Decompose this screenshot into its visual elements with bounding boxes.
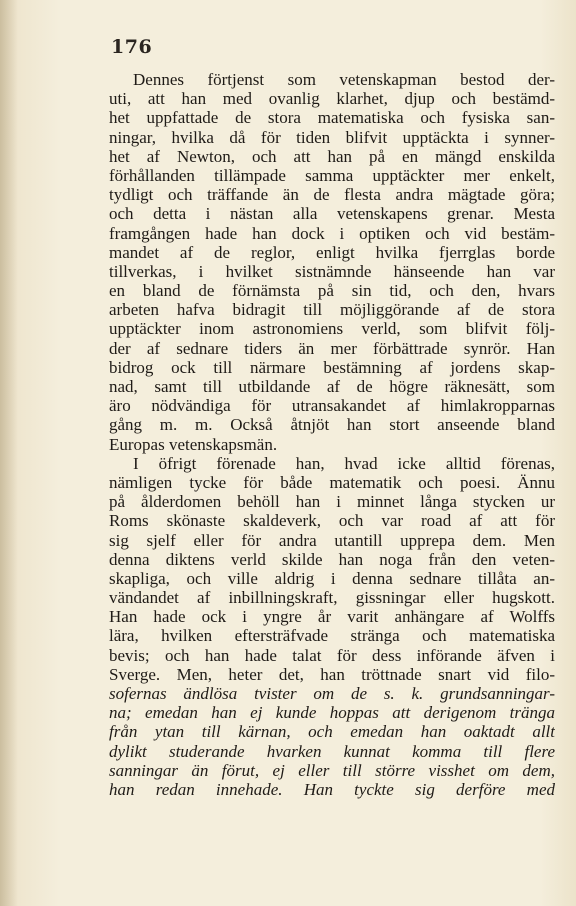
body-text xyxy=(109,70,555,799)
text-line: på ålderdomen behöll han i minnet långa stycken ur xyxy=(109,492,555,512)
text-line: der af sednare tiders än mer förbättrade synrör. Han xyxy=(109,338,555,358)
text-line: sig sjelf eller för andra utantill upprepa dem. Men xyxy=(109,530,555,550)
text-line: I öfrigt förenade han, hvad icke alltid förenas, xyxy=(133,453,555,473)
text-line: denna diktens verld skilde han noga från den veten- xyxy=(109,549,555,569)
text-line: och detta i nästan alla vetenskapens grenar. Mesta xyxy=(109,204,555,224)
text-line: na; emedan han ej kunde hoppas att derigenom tränga xyxy=(109,703,555,723)
text-line: bevis; och han hade talat för dess införande äfven i xyxy=(109,645,555,665)
text-line: ningar, hvilka då för tiden blifvit upptäckta i synner- xyxy=(109,127,555,147)
text-line: tydligt och träffande än de flesta andra mägtade göra; xyxy=(109,185,555,205)
text-line: uti, att han med ovanlig klarhet, djup och bestämd- xyxy=(109,89,555,109)
text-line: nämligen tycke för både matematik och poesi. Ännu xyxy=(109,472,555,492)
text-line: vändandet af inbillningskraft, gissningar eller hugskott. xyxy=(109,588,555,608)
text-line: lära, hvilken eftersträfvade stränga och matematiska xyxy=(109,626,555,646)
text-line: tillverkas, i hvilket sistnämnde hänseende han var xyxy=(109,261,555,281)
text-line: Dennes förtjenst som vetenskapman bestod der- xyxy=(133,70,555,89)
text-line: bidrog ock till närmare bestämning af jordens skap- xyxy=(109,357,555,377)
text-line: framgången hade han dock i optiken och vid bestäm- xyxy=(109,223,555,243)
text-line: en bland de förnämsta på sin tid, och den, hvars xyxy=(109,281,555,301)
text-line: het af Newton, och att han på en mängd enskilda xyxy=(109,146,555,166)
text-line: het uppfattade de stora matematiska och fysiska san- xyxy=(109,108,555,128)
text-line: gång m. m. Också åtnjöt han stort anseende bland xyxy=(109,415,555,435)
text-line: Sverge. Men, heter det, han tröttnade snart vid filo- xyxy=(109,664,555,684)
text-line: Europas vetenskapsmän. xyxy=(109,434,278,454)
text-line: dylikt studerande hvarken kunnat komma till flere xyxy=(109,741,555,761)
text-line: nad, samt till utbildande af de högre räknesätt, som xyxy=(109,377,555,396)
text-line: Han hade ock i yngre år varit anhängare af Wolffs xyxy=(109,607,555,627)
text-line: han redan innehade. Han tyckte sig derföre med xyxy=(109,779,555,799)
text-line: äro nödvändiga för utransakandet af himlakropparnas xyxy=(109,396,555,416)
text-line: Roms skönaste skaldeverk, och var road af att för xyxy=(109,511,555,531)
text-line: upptäckter inom astronomiens verld, som blifvit följ- xyxy=(109,319,555,339)
page-number: 176 xyxy=(111,36,153,58)
text-line: sofernas ändlösa tvister om de s. k. grundsanningar- xyxy=(109,684,555,703)
text-line: arbeten hafva bidragit till möjliggörande af de stora xyxy=(109,300,555,320)
text-line: sanningar än förut, ej eller till större visshet om dem, xyxy=(109,760,555,780)
text-line: från ytan till kärnan, och emedan han oaktadt allt xyxy=(109,722,555,742)
binding-shadow xyxy=(0,0,18,906)
text-line: förhållanden tillämpade samma upptäckter mer enkelt, xyxy=(109,165,555,185)
text-line: mandet af de reglor, enligt hvilka fjerrglas borde xyxy=(109,242,555,262)
text-line: skapliga, och ville aldrig i denna sednare tillåta an- xyxy=(109,568,555,588)
